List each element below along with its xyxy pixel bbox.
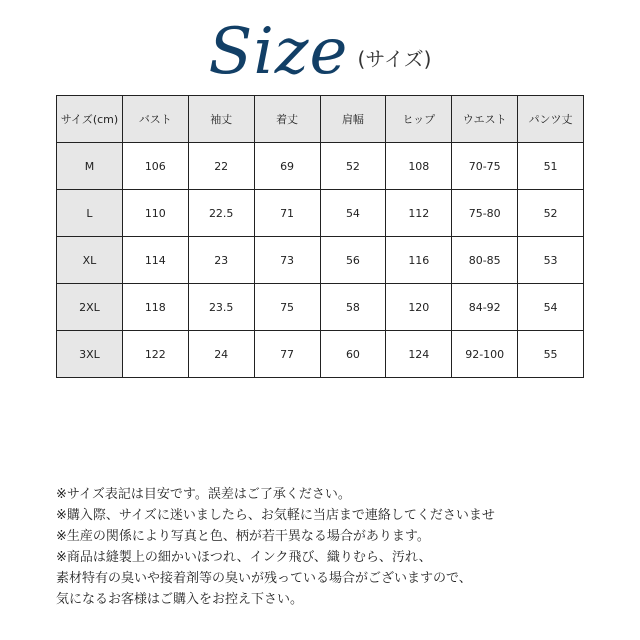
waist-cell: 84-92 <box>452 284 518 331</box>
bust-cell: 122 <box>122 331 188 378</box>
pants-length-cell: 52 <box>518 190 584 237</box>
header-size: サイズ(cm) <box>57 96 123 143</box>
size-cell: M <box>57 143 123 190</box>
header-bust: バスト <box>122 96 188 143</box>
pants-length-cell: 55 <box>518 331 584 378</box>
size-notes <box>56 484 616 610</box>
body-length-cell: 69 <box>254 143 320 190</box>
shoulder-width-cell: 52 <box>320 143 386 190</box>
size-cell: L <box>57 190 123 237</box>
size-title <box>0 6 640 89</box>
waist-cell: 92-100 <box>452 331 518 378</box>
bust-cell: 118 <box>122 284 188 331</box>
note-line: ※購入際、サイズに迷いましたら、お気軽に当店まで連絡してくださいませ <box>56 508 495 523</box>
note-line: ※サイズ表記は目安です。誤差はご了承ください。 <box>56 487 351 502</box>
note-line: ※商品は縫製上の細かいほつれ、インク飛び、織りむら、汚れ、 <box>56 550 432 565</box>
table-row <box>57 190 584 237</box>
note-line: 気になるお客様はご購入をお控え下さい。 <box>56 592 304 607</box>
shoulder-width-cell: 60 <box>320 331 386 378</box>
table-row <box>57 331 584 378</box>
table-row <box>57 143 584 190</box>
table-header-row <box>57 96 584 143</box>
shoulder-width-cell: 56 <box>320 237 386 284</box>
note-line: 素材特有の臭いや接着剤等の臭いが残っている場合がございますので、 <box>56 571 472 586</box>
sleeve-length-cell: 23 <box>188 237 254 284</box>
hip-cell: 108 <box>386 143 452 190</box>
body-length-cell: 71 <box>254 190 320 237</box>
size-chart-table <box>56 95 584 378</box>
note-line: ※生産の関係により写真と色、柄が若干異なる場合があります。 <box>56 529 430 544</box>
sleeve-length-cell: 22 <box>188 143 254 190</box>
header-sleeve-length: 袖丈 <box>188 96 254 143</box>
body-length-cell: 77 <box>254 331 320 378</box>
hip-cell: 124 <box>386 331 452 378</box>
waist-cell: 70-75 <box>452 143 518 190</box>
pants-length-cell: 54 <box>518 284 584 331</box>
header-pants-length: パンツ丈 <box>518 96 584 143</box>
size-cell: 3XL <box>57 331 123 378</box>
waist-cell: 80-85 <box>452 237 518 284</box>
header-shoulder-width: 肩幅 <box>320 96 386 143</box>
header-waist: ウエスト <box>452 96 518 143</box>
sleeve-length-cell: 24 <box>188 331 254 378</box>
body-length-cell: 75 <box>254 284 320 331</box>
hip-cell: 120 <box>386 284 452 331</box>
size-cell: XL <box>57 237 123 284</box>
shoulder-width-cell: 54 <box>320 190 386 237</box>
table-row <box>57 237 584 284</box>
sleeve-length-cell: 23.5 <box>188 284 254 331</box>
bust-cell: 114 <box>122 237 188 284</box>
shoulder-width-cell: 58 <box>320 284 386 331</box>
waist-cell: 75-80 <box>452 190 518 237</box>
table-row <box>57 284 584 331</box>
size-cell: 2XL <box>57 284 123 331</box>
sleeve-length-cell: 22.5 <box>188 190 254 237</box>
header-hip: ヒップ <box>386 96 452 143</box>
pants-length-cell: 51 <box>518 143 584 190</box>
hip-cell: 116 <box>386 237 452 284</box>
bust-cell: 110 <box>122 190 188 237</box>
size-title-sub: (サイズ) <box>357 47 432 71</box>
header-body-length: 着丈 <box>254 96 320 143</box>
size-title-main: Size <box>208 15 349 89</box>
body-length-cell: 73 <box>254 237 320 284</box>
bust-cell: 106 <box>122 143 188 190</box>
pants-length-cell: 53 <box>518 237 584 284</box>
hip-cell: 112 <box>386 190 452 237</box>
